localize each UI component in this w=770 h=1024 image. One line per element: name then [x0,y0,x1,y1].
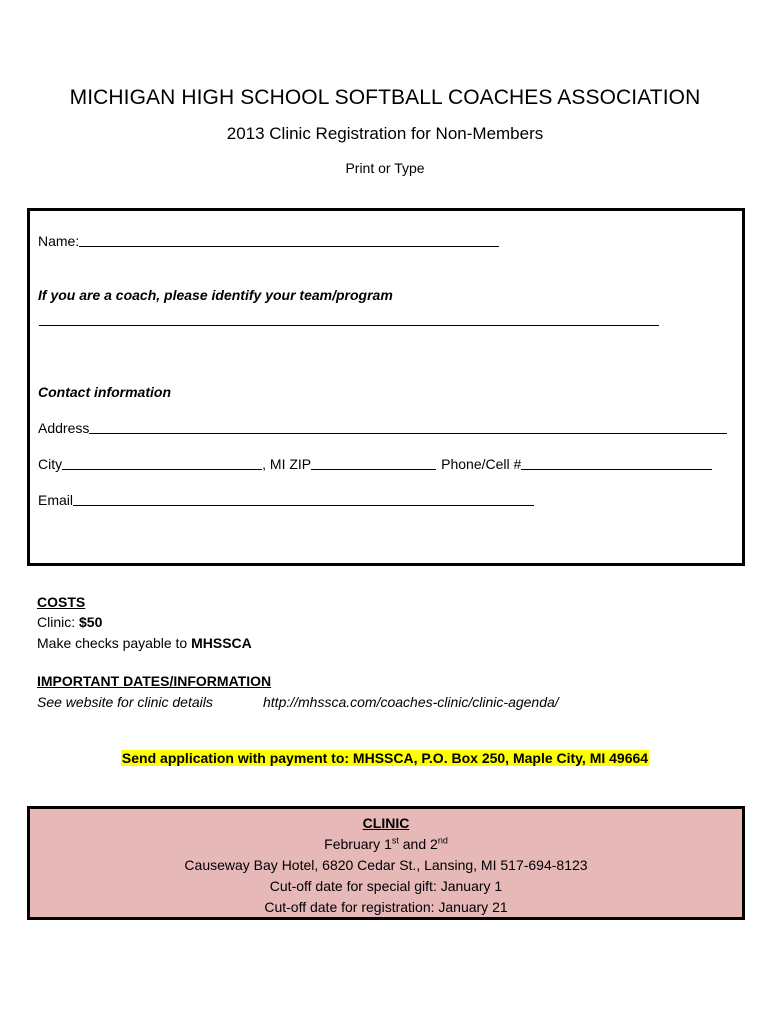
clinic-cost-value: $50 [79,614,103,630]
send-note-wrap [0,750,770,768]
website-text: See website for clinic details [37,694,213,710]
email-label: Email [38,492,74,508]
city-field[interactable] [62,456,262,470]
payable-to: MHSSCA [191,635,252,651]
clinic-heading: CLINIC [362,815,410,831]
city-label: City [38,456,63,472]
phone-field[interactable] [521,456,712,470]
clinic-info-box [27,806,745,920]
payable-text: Make checks payable to [37,635,192,651]
name-field[interactable] [79,233,499,247]
name-label: Name: [38,233,80,249]
address-field[interactable] [89,420,727,434]
clinic-dates: February 1st and 2nd [324,835,448,852]
email-row [38,492,534,508]
email-field[interactable] [73,492,534,506]
name-row [38,233,499,249]
page-title: MICHIGAN HIGH SCHOOL SOFTBALL COACHES ASSOCIATION [69,86,701,109]
clinic-cost-label: Clinic: [37,614,80,630]
registration-form-box [27,208,745,566]
address-label: Address [38,420,90,436]
state-zip-label: , MI ZIP [262,456,312,472]
gift-cutoff: Cut-off date for special gift: January 1 [269,878,503,894]
contact-heading: Contact information [38,384,171,400]
team-prompt: If you are a coach, please identify your team/program [38,287,393,303]
payable-line [37,635,252,651]
team-program-field[interactable] [39,324,659,326]
dates-heading: IMPORTANT DATES/INFORMATION [37,673,272,689]
send-application-note: Send application with payment to: MHSSCA, P.O. Box 250, Maple City, MI 49664 [121,750,649,766]
zip-field[interactable] [311,456,436,470]
clinic-cost [37,614,102,630]
city-row [38,456,712,472]
phone-label: Phone/Cell # [441,456,522,472]
costs-heading: COSTS [37,594,86,610]
page-subtitle: 2013 Clinic Registration for Non-Members [226,124,544,143]
clinic-agenda-link[interactable]: http://mhssca.com/coaches-clinic/clinic-agenda/ [263,694,559,710]
registration-cutoff: Cut-off date for registration: January 21 [264,899,508,915]
print-instruction: Print or Type [345,160,425,176]
clinic-location: Causeway Bay Hotel, 6820 Cedar St., Lansing, MI 517-694-8123 [184,857,588,873]
address-row [38,420,727,436]
